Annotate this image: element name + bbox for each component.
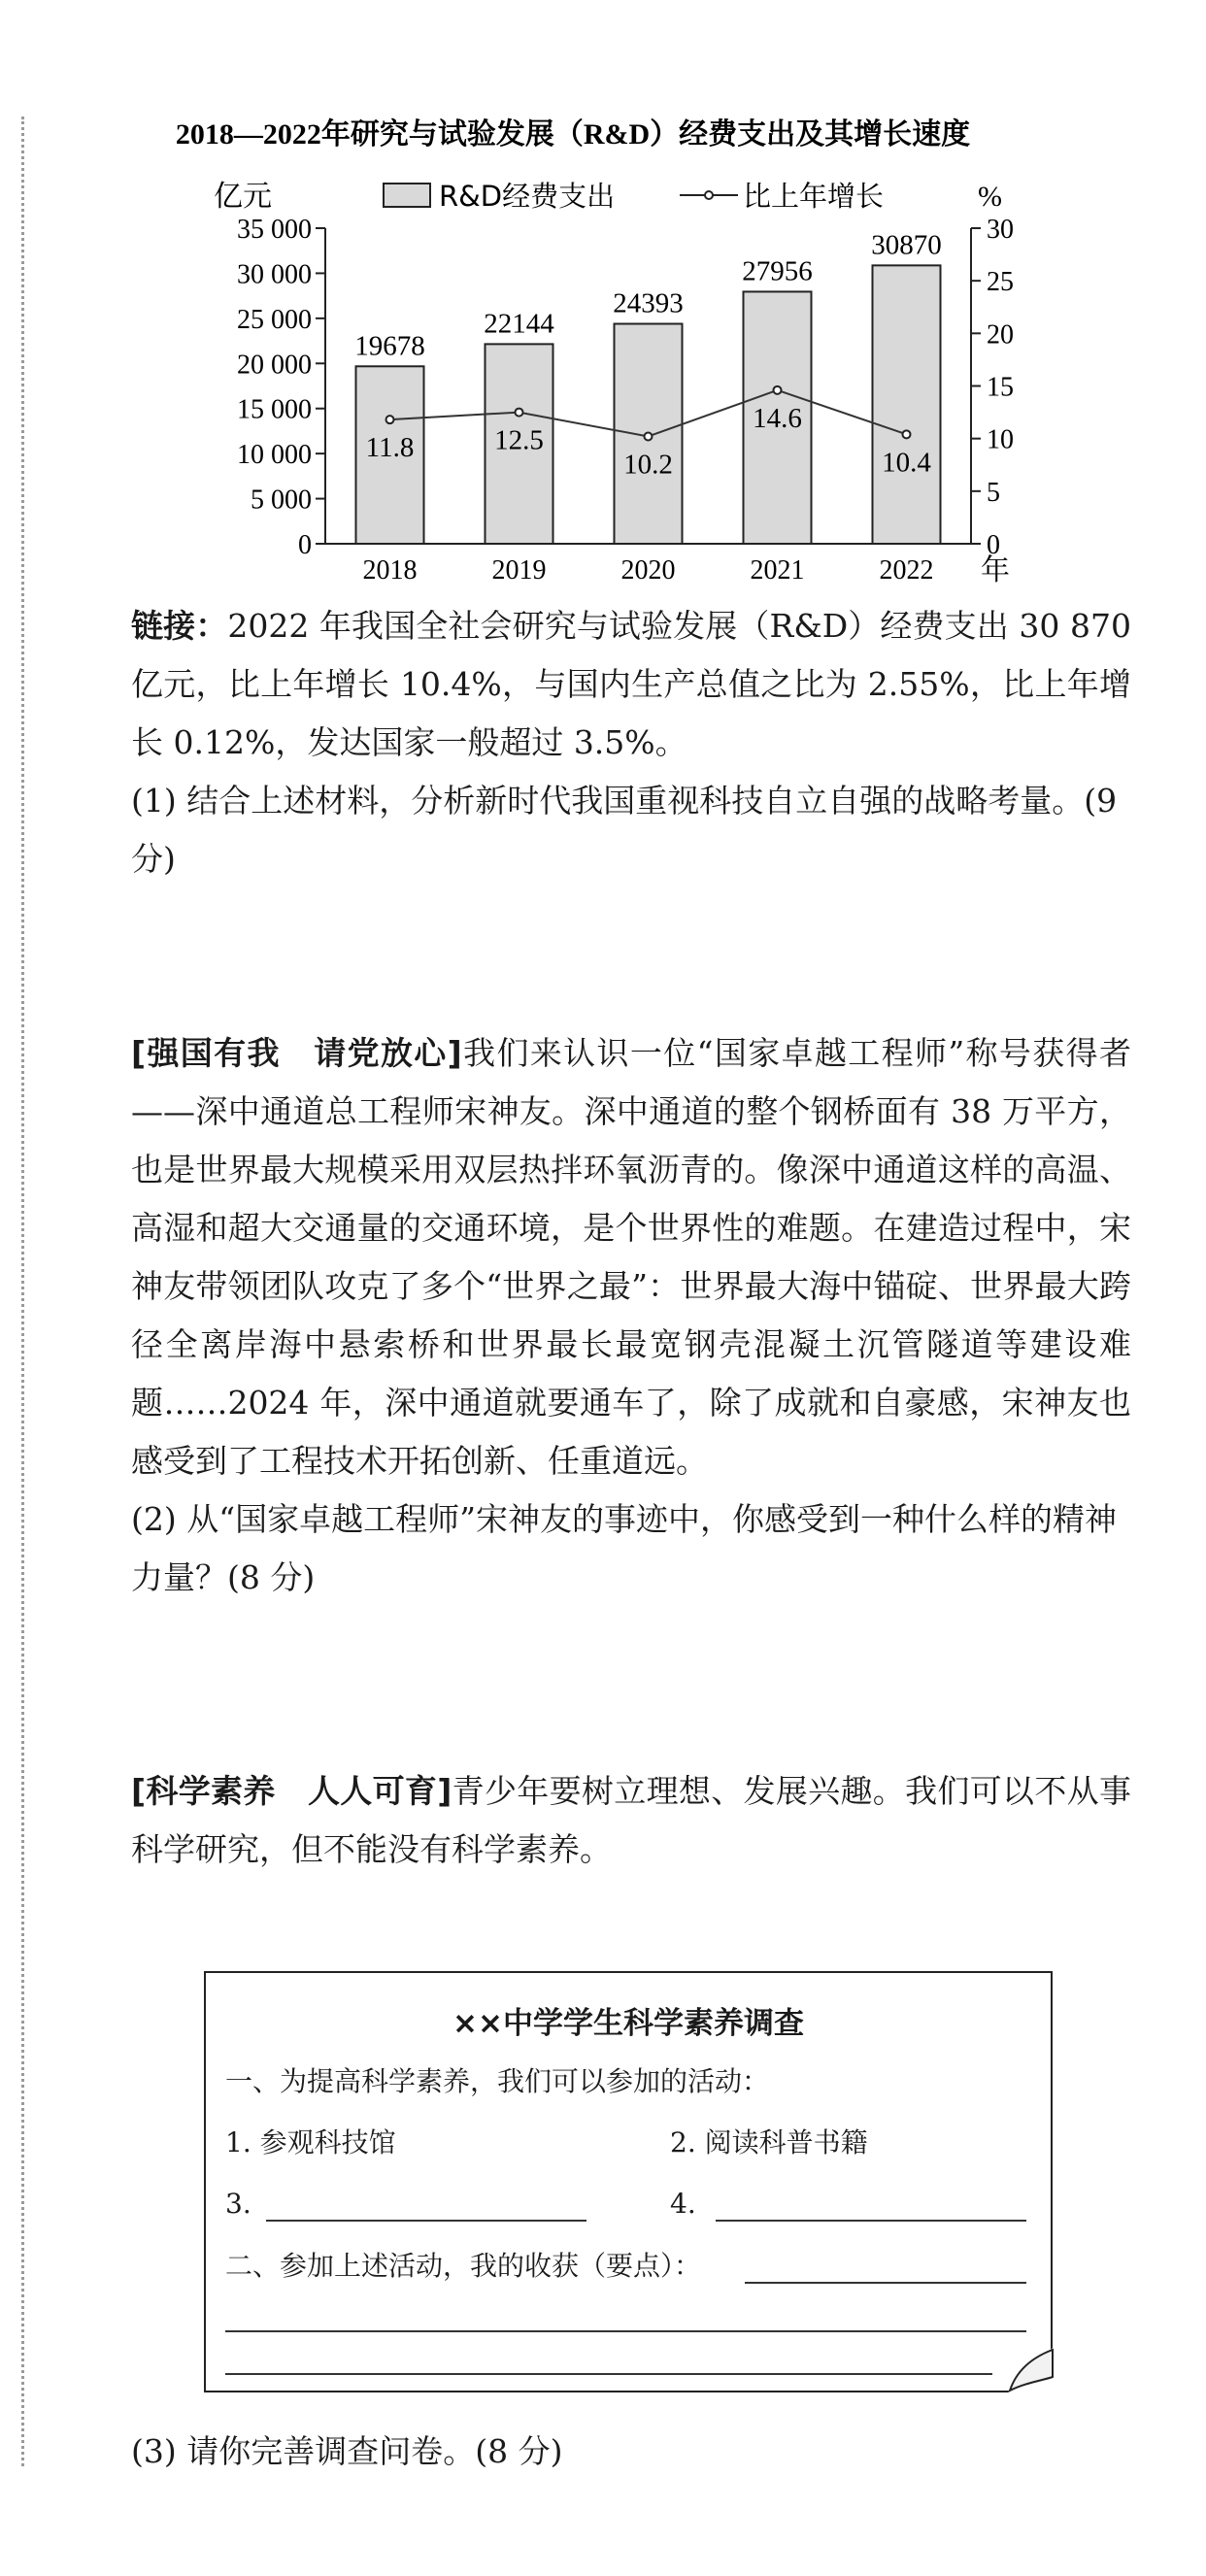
question-2-text: (2) 从“国家卓越工程师”宋神友的事迹中，你感受到一种什么样的精神力量？(8 分) bbox=[131, 1500, 1117, 1596]
link-text: 2022 年我国全社会研究与试验发展（R&D）经费支出 30 870 亿元，比上年增长 10.4%，与国内生产总值之比为 2.55%，比上年增长 0.12%，发达国家一般超过 3.5%。 bbox=[131, 607, 1132, 761]
growth-point bbox=[903, 430, 911, 438]
right-axis-label: % bbox=[978, 181, 1002, 213]
survey-item-2: 2. 阅读科普书籍 bbox=[670, 2126, 868, 2158]
section-2-title: [强国有我 请党放心] bbox=[131, 1034, 462, 1072]
bar-value-label: 19678 bbox=[354, 330, 425, 362]
bar bbox=[873, 265, 941, 544]
question-3-text: (3) 请你完善调查问卷。(8 分) bbox=[131, 2432, 563, 2470]
chart-title: 2018—2022年研究与试验发展（R&D）经费支出及其增长速度 bbox=[175, 118, 971, 151]
left-axis-label: 亿元 bbox=[214, 180, 272, 214]
survey-gain-blank-1[interactable] bbox=[745, 2282, 1026, 2284]
page-curl-icon bbox=[1008, 2348, 1053, 2392]
growth-value-label: 12.5 bbox=[494, 424, 544, 456]
x-axis-unit-label: 年 bbox=[981, 553, 1010, 587]
survey-gain-blank-3[interactable] bbox=[225, 2373, 992, 2375]
growth-value-label: 10.2 bbox=[623, 449, 673, 481]
legend-line-marker bbox=[705, 191, 713, 199]
section-2-text: 我们来认识一位“国家卓越工程师”称号获得者——深中通道总工程师宋神友。深中通道的整个钢桥面有 38 万平方，也是世界最大规模采用双层热拌环氧沥青的。像深中通道这样的高温、高湿和超大交通量的交通环境，是个世界性的难题。在建造过程中，宋神友带领团队攻克了多个“世界之最”：世界最大海中锚碇、世界最大跨径全离岸海中悬索桥和世界最长最宽钢壳混凝土沉管隧道等建设难题……2024 年，深中通道就要通车了，除了成就和自豪感，宋神友也感受到了工程技术开拓创新、任重道远。 bbox=[131, 1034, 1131, 1480]
right-tick-label: 5 bbox=[987, 477, 1000, 508]
left-tick-label: 15 000 bbox=[237, 394, 312, 425]
survey-title: ××中学学生科学素养调查 bbox=[452, 2006, 804, 2041]
x-tick-label: 2022 bbox=[879, 555, 934, 585]
survey-part-2: 二、参加上述活动，我的收获（要点）： bbox=[225, 2250, 702, 2282]
link-label: 链接： bbox=[131, 607, 228, 645]
question-1 bbox=[131, 772, 1131, 888]
right-tick-label: 15 bbox=[987, 372, 1014, 403]
left-tick-label: 5 000 bbox=[251, 485, 312, 516]
growth-point bbox=[645, 433, 653, 441]
x-tick-label: 2019 bbox=[491, 555, 547, 585]
bar-value-label: 30870 bbox=[871, 229, 942, 261]
right-tick-label: 25 bbox=[987, 267, 1014, 298]
bar-value-label: 27956 bbox=[742, 255, 813, 287]
survey-gain-blank-2[interactable] bbox=[225, 2330, 1026, 2332]
link-paragraph bbox=[131, 597, 1131, 772]
survey-item-3: 3. bbox=[225, 2188, 251, 2220]
growth-value-label: 11.8 bbox=[365, 432, 415, 464]
rd-chart bbox=[136, 112, 1014, 587]
section-3-title: [科学素养 人人可育] bbox=[131, 1772, 452, 1810]
left-tick-label: 25 000 bbox=[237, 304, 312, 335]
bar-value-label: 24393 bbox=[613, 287, 684, 319]
left-tick-label: 10 000 bbox=[237, 440, 312, 471]
right-tick-label: 20 bbox=[987, 319, 1014, 351]
growth-value-label: 10.4 bbox=[882, 447, 931, 479]
section-3-text: 青少年要树立理想、发展兴趣。我们可以不从事科学研究，但不能没有科学素养。 bbox=[131, 1772, 1132, 1868]
right-tick-label: 10 bbox=[987, 424, 1014, 455]
survey-item-4: 4. bbox=[670, 2188, 696, 2220]
x-tick-label: 2021 bbox=[750, 555, 805, 585]
left-tick-label: 20 000 bbox=[237, 350, 312, 381]
binding-margin-line bbox=[21, 117, 24, 2466]
left-tick-label: 30 000 bbox=[237, 259, 312, 290]
survey-item-3-blank[interactable] bbox=[266, 2220, 586, 2222]
x-tick-label: 2020 bbox=[620, 555, 676, 585]
survey-item-4-blank[interactable] bbox=[716, 2220, 1026, 2222]
section-3 bbox=[131, 1762, 1131, 1879]
legend-bar-swatch bbox=[384, 184, 430, 207]
survey-part-1: 一、为提高科学素养，我们可以参加的活动： bbox=[225, 2065, 770, 2097]
growth-point bbox=[386, 416, 394, 423]
chart-plot-area bbox=[214, 180, 1014, 587]
survey-form bbox=[204, 1971, 1053, 2392]
growth-point bbox=[774, 386, 782, 394]
right-tick-label: 0 bbox=[987, 530, 1000, 560]
growth-value-label: 14.6 bbox=[753, 402, 802, 434]
section-2 bbox=[131, 1024, 1131, 1607]
legend-line-label: 比上年增长 bbox=[743, 180, 885, 213]
question-1-text: (1) 结合上述材料，分析新时代我国重视科技自立自强的战略考量。(9 分) bbox=[131, 782, 1118, 878]
left-tick-label: 35 000 bbox=[237, 215, 312, 245]
left-tick-label: 0 bbox=[298, 530, 312, 560]
growth-point bbox=[516, 409, 523, 417]
right-tick-label: 30 bbox=[987, 215, 1014, 245]
survey-item-1: 1. 参观科技馆 bbox=[225, 2126, 396, 2158]
legend-bar-label: R&D经费支出 bbox=[439, 180, 616, 213]
question-3 bbox=[131, 2423, 1131, 2481]
bar-value-label: 22144 bbox=[484, 308, 554, 340]
x-tick-label: 2018 bbox=[362, 555, 418, 585]
